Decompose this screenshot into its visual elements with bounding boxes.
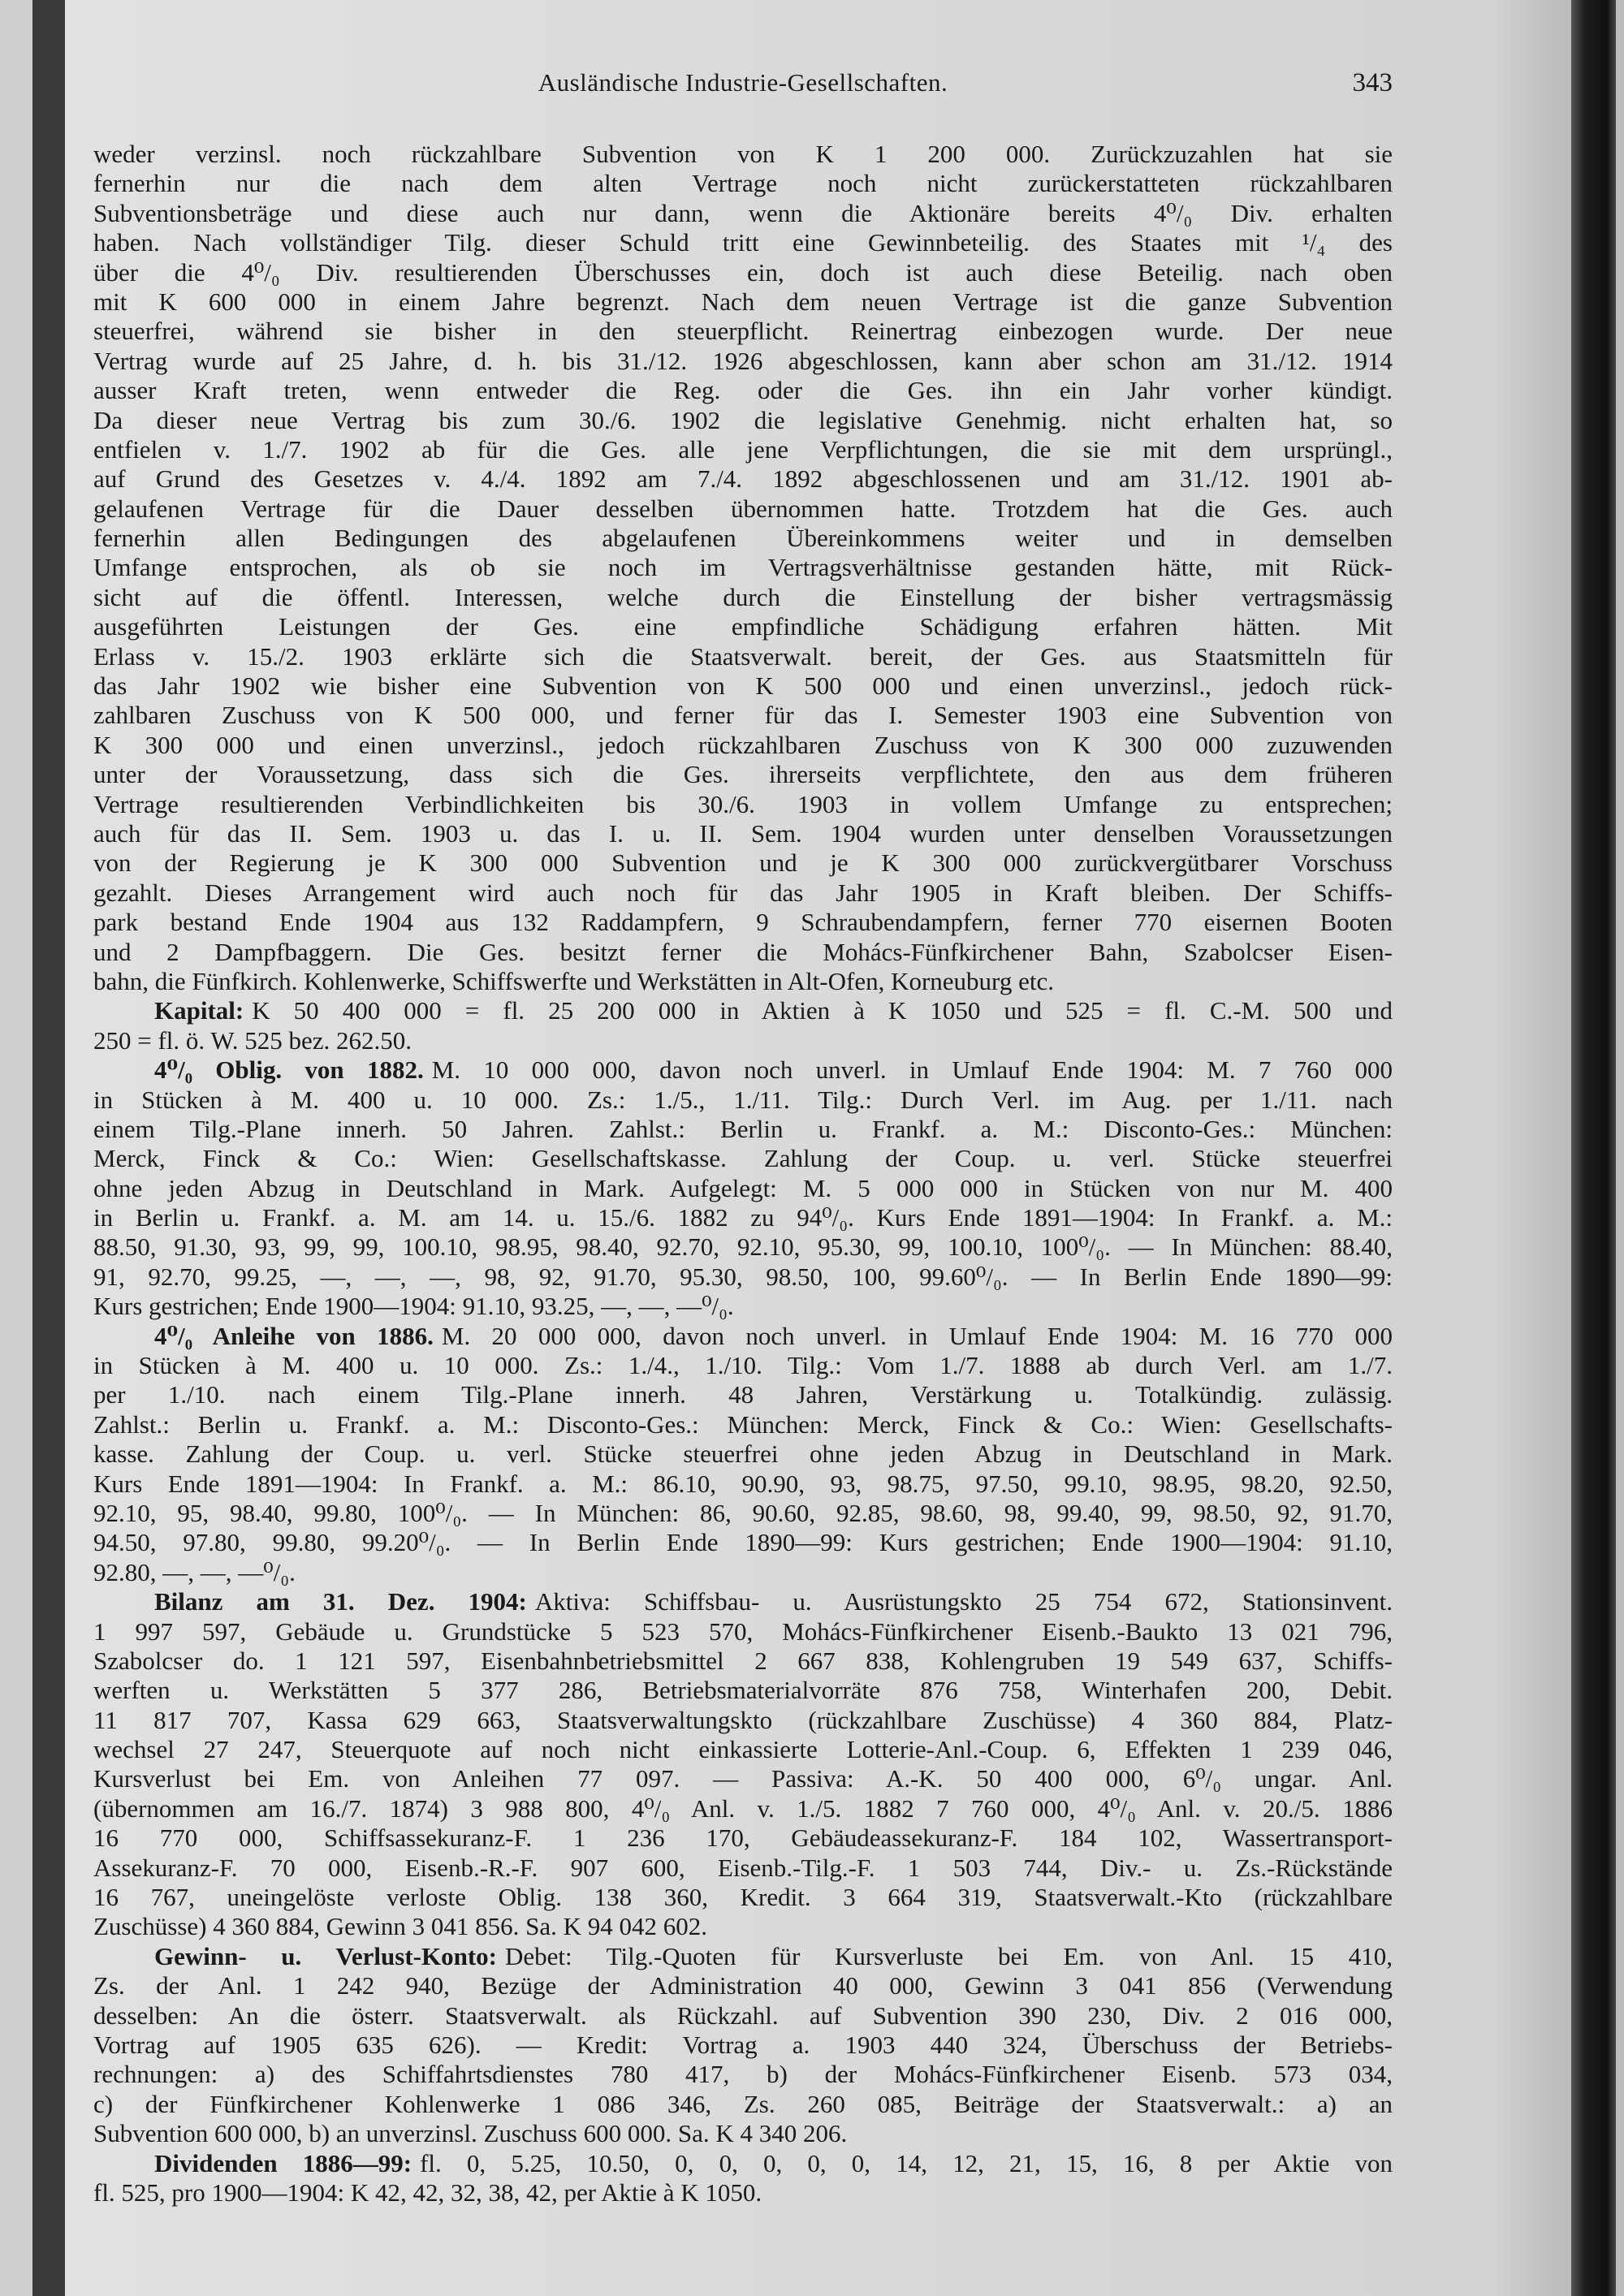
text-line bbox=[93, 169, 1393, 198]
line-text: Vertrage resultierenden Verbindlichkeiten bis 30./6. 1903 in vollem Umfange zu entsprechen; bbox=[93, 789, 1393, 818]
text-line bbox=[93, 1912, 1393, 1941]
line-text: das Jahr 1902 wie bisher eine Subvention von K 500 000 und einen unverzinsl., jedoch rück- bbox=[93, 671, 1393, 701]
text-line bbox=[93, 1026, 1393, 1055]
line-text: 92.80, —, —, —⁰/₀. bbox=[93, 1557, 296, 1586]
text-line bbox=[93, 1823, 1393, 1853]
line-text: 94.50, 97.80, 99.80, 99.20⁰/₀. — In Berlin Ende 1890—99: Kurs gestrichen; Ende 1900—1904: 91.10, bbox=[93, 1528, 1393, 1557]
text-line bbox=[93, 464, 1393, 494]
text-line bbox=[93, 1764, 1393, 1793]
scan-right-margin bbox=[1616, 0, 1624, 2296]
text-line bbox=[93, 1174, 1393, 1203]
line-text: K 300 000 und einen unverzinsl., jedoch rückzahlbaren Zuschuss von K 300 000 zuzuwenden bbox=[93, 730, 1393, 759]
line-text: von der Regierung je K 300 000 Subvention und je K 300 000 zurückvergütbarer Vorschuss bbox=[93, 848, 1393, 878]
line-text: Vertrag wurde auf 25 Jahre, d. h. bis 31./12. 1926 abgeschlossen, kann aber schon am 31./12. 1914 bbox=[93, 346, 1393, 375]
text-line bbox=[93, 406, 1393, 435]
line-text: 1 997 597, Gebäude u. Grundstücke 5 523 570, Mohács-Fünfkirchener Eisenb.-Baukto 13 021 796, bbox=[93, 1616, 1393, 1646]
text-line bbox=[93, 494, 1393, 524]
text-line bbox=[93, 583, 1393, 612]
text-line bbox=[93, 1883, 1393, 1912]
line-text: Assekuranz-F. 70 000, Eisenb.-R.-F. 907 600, Eisenb.-Tilg.-F. 1 503 744, Div.- u. Zs.-Rückstände bbox=[93, 1853, 1393, 1882]
line-text: desselben: An die österr. Staatsverwalt. als Rückzahl. auf Subvention 390 230, Div. 2 016 000, bbox=[93, 2000, 1393, 2030]
line-text: Subventionsbeträge und diese auch nur dann, wenn die Aktionäre bereits 4⁰/₀ Div. erhalten bbox=[93, 198, 1393, 227]
text-line bbox=[93, 642, 1393, 671]
text-line bbox=[93, 228, 1393, 257]
line-text: unter der Voraussetzung, dass sich die Ges. ihrerseits verpflichtete, den aus dem früheren bbox=[93, 760, 1393, 789]
text-line bbox=[93, 819, 1393, 848]
line-text: per 1./10. nach einem Tilg.-Plane innerh. 48 Jahren, Verstärkung u. Totalkündig. zulässig. bbox=[93, 1380, 1393, 1409]
paragraph bbox=[93, 140, 1393, 996]
line-text: ohne jeden Abzug in Deutschland in Mark. Aufgelegt: M. 5 000 000 in Stücken von nur M. 400 bbox=[93, 1173, 1393, 1202]
line-text: Erlass v. 15./2. 1903 erklärte sich die Staatsverwalt. bereit, der Ges. aus Staatsmitteln für bbox=[93, 641, 1393, 671]
line-text: über die 4⁰/₀ Div. resultierenden Überschusses ein, doch ist auch diese Beteilig. nach oben bbox=[93, 257, 1393, 287]
text-line bbox=[93, 1587, 1393, 1616]
line-text: weder verzinsl. noch rückzahlbare Subvention von K 1 200 000. Zurückzuzahlen hat sie bbox=[93, 140, 1393, 168]
section-heading: Kapital: bbox=[154, 996, 244, 1025]
text-line bbox=[93, 1854, 1393, 1883]
text-line bbox=[93, 1439, 1393, 1469]
text-line bbox=[93, 1380, 1393, 1409]
text-line bbox=[93, 760, 1393, 789]
line-text: einem Tilg.-Plane innerh. 50 Jahren. Zahlst.: Berlin u. Frankf. a. M.: Disconto-Ges.: München: bbox=[93, 1114, 1393, 1143]
text-line bbox=[93, 1292, 1393, 1321]
line-text: steuerfrei, während sie bisher in den steuerpflicht. Reinertrag einbezogen wurde. Der neue bbox=[93, 317, 1393, 346]
section-heading: Dividenden 1886—99: bbox=[154, 2148, 412, 2177]
line-text: fernerhin allen Bedingungen des abgelaufenen Übereinkommens weiter und in demselben bbox=[93, 524, 1393, 553]
line-text: haben. Nach vollständiger Tilg. dieser Schuld tritt eine Gewinnbeteilig. des Staates mit ¹/₄ des bbox=[93, 228, 1393, 257]
text-line bbox=[93, 1646, 1393, 1676]
text-line bbox=[93, 1085, 1393, 1115]
line-text: in Berlin u. Frankf. a. M. am 14. u. 15./6. 1882 zu 94⁰/₀. Kurs Ende 1891—1904: In Frankf. a. M.: bbox=[93, 1203, 1393, 1232]
text-line bbox=[93, 731, 1393, 760]
line-text: fl. 525, pro 1900—1904: K 42, 42, 32, 38, 42, per Aktie à K 1050. bbox=[93, 2177, 762, 2207]
text-line bbox=[93, 908, 1393, 937]
line-text: Aktiva: Schiffsbau- u. Ausrüstungskto 25 754 672, Stationsinvent. bbox=[534, 1587, 1393, 1616]
text-line bbox=[93, 317, 1393, 346]
line-text: Merck, Finck & Co.: Wien: Gesellschaftskasse. Zahlung der Coup. u. verl. Stücke steuerfrei bbox=[93, 1144, 1393, 1173]
text-line bbox=[93, 287, 1393, 317]
text-line bbox=[93, 2178, 1393, 2208]
scan-book-spine bbox=[1571, 0, 1616, 2296]
text-line bbox=[93, 1735, 1393, 1764]
text-line bbox=[93, 2090, 1393, 2119]
text-line bbox=[93, 1558, 1393, 1587]
line-text: Umfange entsprochen, als ob sie noch im Vertragsverhältnisse gestanden hätte, mit Rück- bbox=[93, 553, 1393, 582]
text-line bbox=[93, 996, 1393, 1025]
text-line bbox=[93, 1470, 1393, 1499]
line-text: Debet: Tilg.-Quoten für Kursverluste bei Em. von Anl. 15 410, bbox=[504, 1941, 1393, 1970]
text-line bbox=[93, 1115, 1393, 1144]
text-line bbox=[93, 1203, 1393, 1232]
line-text: werften u. Werkstätten 5 377 286, Betriebsmaterialvorräte 876 758, Winterhafen 200, Debit. bbox=[93, 1676, 1393, 1705]
line-text: ausgeführten Leistungen der Ges. eine empfindliche Schädigung erfahren hätten. Mit bbox=[93, 612, 1393, 641]
line-text: bahn, die Fünfkirch. Kohlenwerke, Schiffswerfte und Werkstätten in Alt-Ofen, Korneuburg etc. bbox=[93, 966, 1054, 995]
text-line bbox=[93, 2149, 1393, 2178]
line-text: Szabolcser do. 1 121 597, Eisenbahnbetriebsmittel 2 667 838, Kohlengruben 19 549 637, Schiffs- bbox=[93, 1646, 1393, 1675]
text-line bbox=[93, 1351, 1393, 1380]
text-line bbox=[93, 347, 1393, 376]
line-text: fl. 0, 5.25, 10.50, 0, 0, 0, 0, 0, 14, 12, 21, 15, 16, 8 per Aktie von bbox=[420, 2148, 1393, 2177]
text-line bbox=[93, 1971, 1393, 2000]
line-text: in Stücken à M. 400 u. 10 000. Zs.: 1./5., 1./11. Tilg.: Durch Verl. im Aug. per 1./11. nach bbox=[93, 1085, 1393, 1114]
line-text: 92.10, 95, 98.40, 99.80, 100⁰/₀. — In München: 86, 90.60, 92.85, 98.60, 98, 99.40, 99, 98.50, 92, 91.70, bbox=[93, 1498, 1393, 1527]
text-line bbox=[93, 2060, 1393, 2089]
line-text: zahlbaren Zuschuss von K 500 000, und ferner für das I. Semester 1903 eine Subvention von bbox=[93, 701, 1393, 730]
line-text: Zuschüsse) 4 360 884, Gewinn 3 041 856. Sa. K 94 042 602. bbox=[93, 1912, 708, 1941]
text-line bbox=[93, 1322, 1393, 1351]
text-line bbox=[93, 967, 1393, 996]
line-text: 91, 92.70, 99.25, —, —, —, 98, 92, 91.70, 95.30, 98.50, 100, 99.60⁰/₀. — In Berlin Ende 1890—99: bbox=[93, 1262, 1393, 1291]
text-line bbox=[93, 1055, 1393, 1085]
line-text: 250 = fl. ö. W. 525 bez. 262.50. bbox=[93, 1025, 412, 1055]
line-text: c) der Fünfkirchener Kohlenwerke 1 086 346, Zs. 260 085, Beiträge der Staatsverwalt.: a) an bbox=[93, 2089, 1393, 2118]
text-line bbox=[93, 848, 1393, 878]
line-text: Vortrag auf 1905 635 626). — Kredit: Vortrag a. 1903 440 324, Überschuss der Betriebs- bbox=[93, 2031, 1393, 2059]
text-line bbox=[93, 1676, 1393, 1705]
text-line bbox=[93, 553, 1393, 582]
text-line bbox=[93, 671, 1393, 701]
text-line bbox=[93, 1232, 1393, 1262]
section-heading: Gewinn- u. Verlust-Konto: bbox=[154, 1941, 497, 1970]
line-text: gezahlt. Dieses Arrangement wird auch noch für das Jahr 1905 in Kraft bleiben. Der Schiffs- bbox=[93, 878, 1393, 907]
line-text: 11 817 707, Kassa 629 663, Staatsverwaltungskto (rückzahlbare Zuschüsse) 4 360 884, Platz- bbox=[93, 1705, 1393, 1734]
line-text: Zahlst.: Berlin u. Frankf. a. M.: Disconto-Ges.: München: Merck, Finck & Co.: Wien: Gesellschafts- bbox=[93, 1409, 1393, 1439]
line-text: (übernommen am 16./7. 1874) 3 988 800, 4⁰/₀ Anl. v. 1./5. 1882 7 760 000, 4⁰/₀ Anl. v. 20./5. 1886 bbox=[93, 1793, 1393, 1823]
text-line bbox=[93, 2031, 1393, 2060]
line-text: kasse. Zahlung der Coup. u. verl. Stücke steuerfrei ohne jeden Abzug in Deutschland in Mark. bbox=[93, 1439, 1393, 1469]
section-heading: 4⁰/₀ Anleihe von 1886. bbox=[154, 1321, 434, 1350]
line-text: sicht auf die öffentl. Interessen, welche durch die Einstellung der bisher vertragsmässig bbox=[93, 582, 1393, 611]
text-line bbox=[93, 435, 1393, 464]
line-text: M. 10 000 000, davon noch unverl. in Umlauf Ende 1904: M. 7 760 000 bbox=[431, 1055, 1393, 1085]
paragraph bbox=[93, 996, 1393, 1055]
line-text: mit K 600 000 in einem Jahre begrenzt. Nach dem neuen Vertrage ist die ganze Subvention bbox=[93, 287, 1393, 316]
line-text: M. 20 000 000, davon noch unverl. in Umlauf Ende 1904: M. 16 770 000 bbox=[441, 1321, 1393, 1350]
line-text: wechsel 27 247, Steuerquote auf noch nicht einkassierte Lotterie-Anl.-Coup. 6, Effekten 1 239 046, bbox=[93, 1735, 1393, 1764]
text-line bbox=[93, 878, 1393, 908]
text-line bbox=[93, 2119, 1393, 2148]
line-text: Kurs gestrichen; Ende 1900—1904: 91.10, 93.25, —, —, —⁰/₀. bbox=[93, 1292, 734, 1321]
text-line bbox=[93, 701, 1393, 730]
text-line bbox=[93, 790, 1393, 819]
text-line bbox=[93, 1262, 1393, 1292]
paragraph bbox=[93, 1322, 1393, 1588]
line-text: Subvention 600 000, b) an unverzinsl. Zuschuss 600 000. Sa. K 4 340 206. bbox=[93, 2119, 848, 2148]
body-text bbox=[93, 140, 1393, 2208]
text-line bbox=[93, 199, 1393, 228]
line-text: K 50 400 000 = fl. 25 200 000 in Aktien à K 1050 und 525 = fl. C.-M. 500 und bbox=[252, 996, 1393, 1025]
line-text: Kurs Ende 1891—1904: In Frankf. a. M.: 86.10, 90.90, 93, 98.75, 97.50, 99.10, 98.95, 98.20, 92.50, bbox=[93, 1469, 1393, 1498]
text-line bbox=[93, 2001, 1393, 2031]
text-line bbox=[93, 1499, 1393, 1528]
scan-left-margin bbox=[0, 0, 32, 2296]
paragraph bbox=[93, 1942, 1393, 2149]
line-text: Kursverlust bei Em. von Anleihen 77 097. — Passiva: A.-K. 50 400 000, 6⁰/₀ ungar. Anl. bbox=[93, 1764, 1393, 1793]
text-line bbox=[93, 1410, 1393, 1439]
paragraph bbox=[93, 1055, 1393, 1322]
scan-left-shadow bbox=[32, 0, 65, 2296]
line-text: 88.50, 91.30, 93, 99, 99, 100.10, 98.95, 98.40, 92.70, 92.10, 95.30, 99, 100.10, 100⁰/₀. — In München: 88.40, bbox=[93, 1232, 1393, 1262]
line-text: 16 770 000, Schiffsassekuranz-F. 1 236 170, Gebäudeassekuranz-F. 184 102, Wassertransport- bbox=[93, 1823, 1393, 1853]
section-heading: 4⁰/₀ Oblig. von 1882. bbox=[154, 1055, 424, 1085]
text-line bbox=[93, 1528, 1393, 1557]
line-text: ausser Kraft treten, wenn entweder die Reg. oder die Ges. ihn ein Jahr vorher kündigt. bbox=[93, 376, 1393, 405]
running-header bbox=[93, 68, 1393, 104]
line-text: auch für das II. Sem. 1903 u. das I. u. II. Sem. 1904 wurden unter denselben Voraussetzungen bbox=[93, 818, 1393, 848]
line-text: gelaufenen Vertrage für die Dauer desselben übernommen hatte. Trotzdem hat die Ges. auch bbox=[93, 494, 1393, 523]
line-text: 16 767, uneingelöste verloste Oblig. 138 360, Kredit. 3 664 319, Staatsverwalt.-Kto (rückzahlbare bbox=[93, 1883, 1393, 1912]
line-text: park bestand Ende 1904 aus 132 Raddampfern, 9 Schraubendampfern, ferner 770 eisernen Booten bbox=[93, 908, 1393, 937]
line-text: rechnungen: a) des Schiffahrtsdienstes 780 417, b) der Mohács-Fünfkirchener Eisenb. 573 034, bbox=[93, 2060, 1393, 2089]
text-line bbox=[93, 1617, 1393, 1646]
paragraph bbox=[93, 2149, 1393, 2208]
line-text: und 2 Dampfbaggern. Die Ges. besitzt ferner die Mohács-Fünfkirchener Bahn, Szabolcser Eisen- bbox=[93, 937, 1393, 966]
line-text: Zs. der Anl. 1 242 940, Bezüge der Administration 40 000, Gewinn 3 041 856 (Verwendung bbox=[93, 1971, 1393, 2000]
text-line bbox=[93, 140, 1393, 169]
line-text: fernerhin nur die nach dem alten Vertrage noch nicht zurückerstatteten rückzahlbaren bbox=[93, 169, 1393, 198]
section-heading: Bilanz am 31. Dez. 1904: bbox=[154, 1587, 527, 1616]
text-line bbox=[93, 1942, 1393, 1971]
line-text: entfielen v. 1./7. 1902 ab für die Ges. alle jene Verpflichtungen, die sie mit dem ursprüngl., bbox=[93, 434, 1393, 464]
text-line bbox=[93, 524, 1393, 553]
text-line bbox=[93, 938, 1393, 967]
page-number: 343 bbox=[1352, 68, 1393, 97]
line-text: Da dieser neue Vertrag bis zum 30./6. 1902 die legislative Genehmig. nicht erhalten hat, so bbox=[93, 405, 1393, 434]
line-text: in Stücken à M. 400 u. 10 000. Zs.: 1./4., 1./10. Tilg.: Vom 1./7. 1888 ab durch Verl. am 1./7. bbox=[93, 1351, 1393, 1380]
text-line bbox=[93, 612, 1393, 641]
text-line bbox=[93, 1794, 1393, 1823]
line-text: auf Grund des Gesetzes v. 4./4. 1892 am 7./4. 1892 abgeschlossenen und am 31./12. 1901 ab- bbox=[93, 464, 1393, 494]
running-title: Ausländische Industrie-Gesellschaften. bbox=[538, 68, 948, 97]
text-line bbox=[93, 258, 1393, 287]
paragraph bbox=[93, 1587, 1393, 1942]
text-line bbox=[93, 376, 1393, 405]
text-line bbox=[93, 1144, 1393, 1173]
text-line bbox=[93, 1706, 1393, 1735]
